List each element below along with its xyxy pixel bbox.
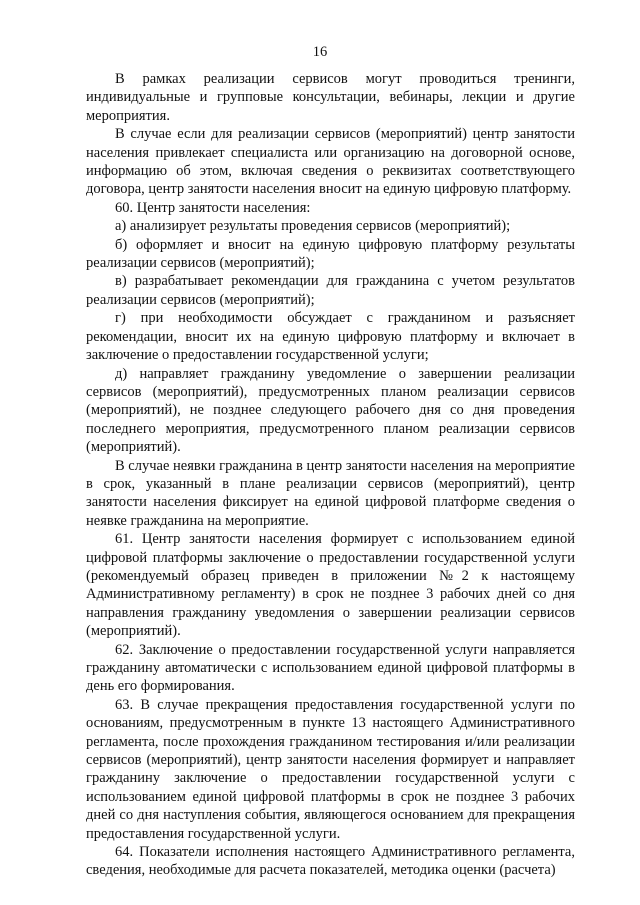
document-body — [86, 70, 575, 880]
paragraph-61: 61. Центр занятости населения формирует с использованием единой цифровой платформы заключение о предоставлении государственной услуги (рекомендуемый образец приведен в приложении №2 к настоящему Административному регламенту) в срок не позднее 3 рабочих дней со дня направления гражданину уведомления о завершении реализации сервисов (мероприятий). — [86, 531, 575, 640]
page-number: 16 — [312, 44, 328, 60]
paragraph-no-show: В случае неявки гражданина в центр занятости населения на мероприятие в срок, указанный в плане реализации сервисов (мероприятий), центр занятости населения фиксирует на единой цифровой платформе сведения о неявке гражданина на мероприятие. — [86, 457, 575, 529]
paragraph-services-trainings: В рамках реализации сервисов могут проводиться тренинги, индивидуальные и групповые консультации, вебинары, лекции и другие мероприятия. — [86, 71, 575, 124]
paragraph-60-d: д) направляет гражданину уведомление о завершении реализации сервисов (мероприятий), предусмотренных планом реализации сервисов (мероприятий), не позднее следующего рабочего дня со дня проведения последнего мероприятия, предусмотренного планом реализации сервисов (мероприятий). — [86, 365, 575, 456]
paragraph-60-heading: 60. Центр занятости населения: — [115, 199, 311, 216]
paragraph-62: 62. Заключение о предоставлении государственной услуги направляется гражданину автоматически с использованием единой цифровой платформы в день его формирования. — [86, 641, 575, 695]
paragraph-contract-specialist: В случае если для реализации сервисов (мероприятий) центр занятости населения привлекает специалиста или организацию на договорной основе, информацию об этом, включая сведения о реквизитах соответствующего договора, центр занятости населения вносит на единую цифровую платформу. — [86, 126, 575, 198]
paragraph-64: 64. Показатели исполнения настоящего Административного регламента, сведения, необходимые для расчета показателей, методика оценки (расчета) — [86, 844, 575, 879]
paragraph-60-v: в) разрабатывает рекомендации для гражданина с учетом результатов реализации сервисов (мероприятий); — [86, 273, 575, 308]
paragraph-60-b: б) оформляет и вносит на единую цифровую платформу результаты реализации сервисов (мероприятий); — [86, 236, 575, 272]
paragraph-60-a: а) анализирует результаты проведения сервисов (мероприятий); — [115, 218, 511, 235]
paragraph-60-g: г) при необходимости обсуждает с гражданином и разъясняет рекомендации, вносит их на единую цифровую платформу и включает в заключение о предоставлении государственной услуги; — [86, 310, 575, 364]
paragraph-63: 63. В случае прекращения предоставления государственной услуги по основаниям, предусмотренным в пункте 13 настоящего Административного регламента, после прохождения гражданином тестирования и/или реализации сервисов (мероприятий), центр занятости населения формирует и направляет гражданину заключение о предоставлении государственной услуги с использованием единой цифровой платформы в срок не позднее 3 рабочих дней со дня наступления события, являющегося основанием для прекращения предоставления государственной услуги. — [86, 696, 575, 842]
